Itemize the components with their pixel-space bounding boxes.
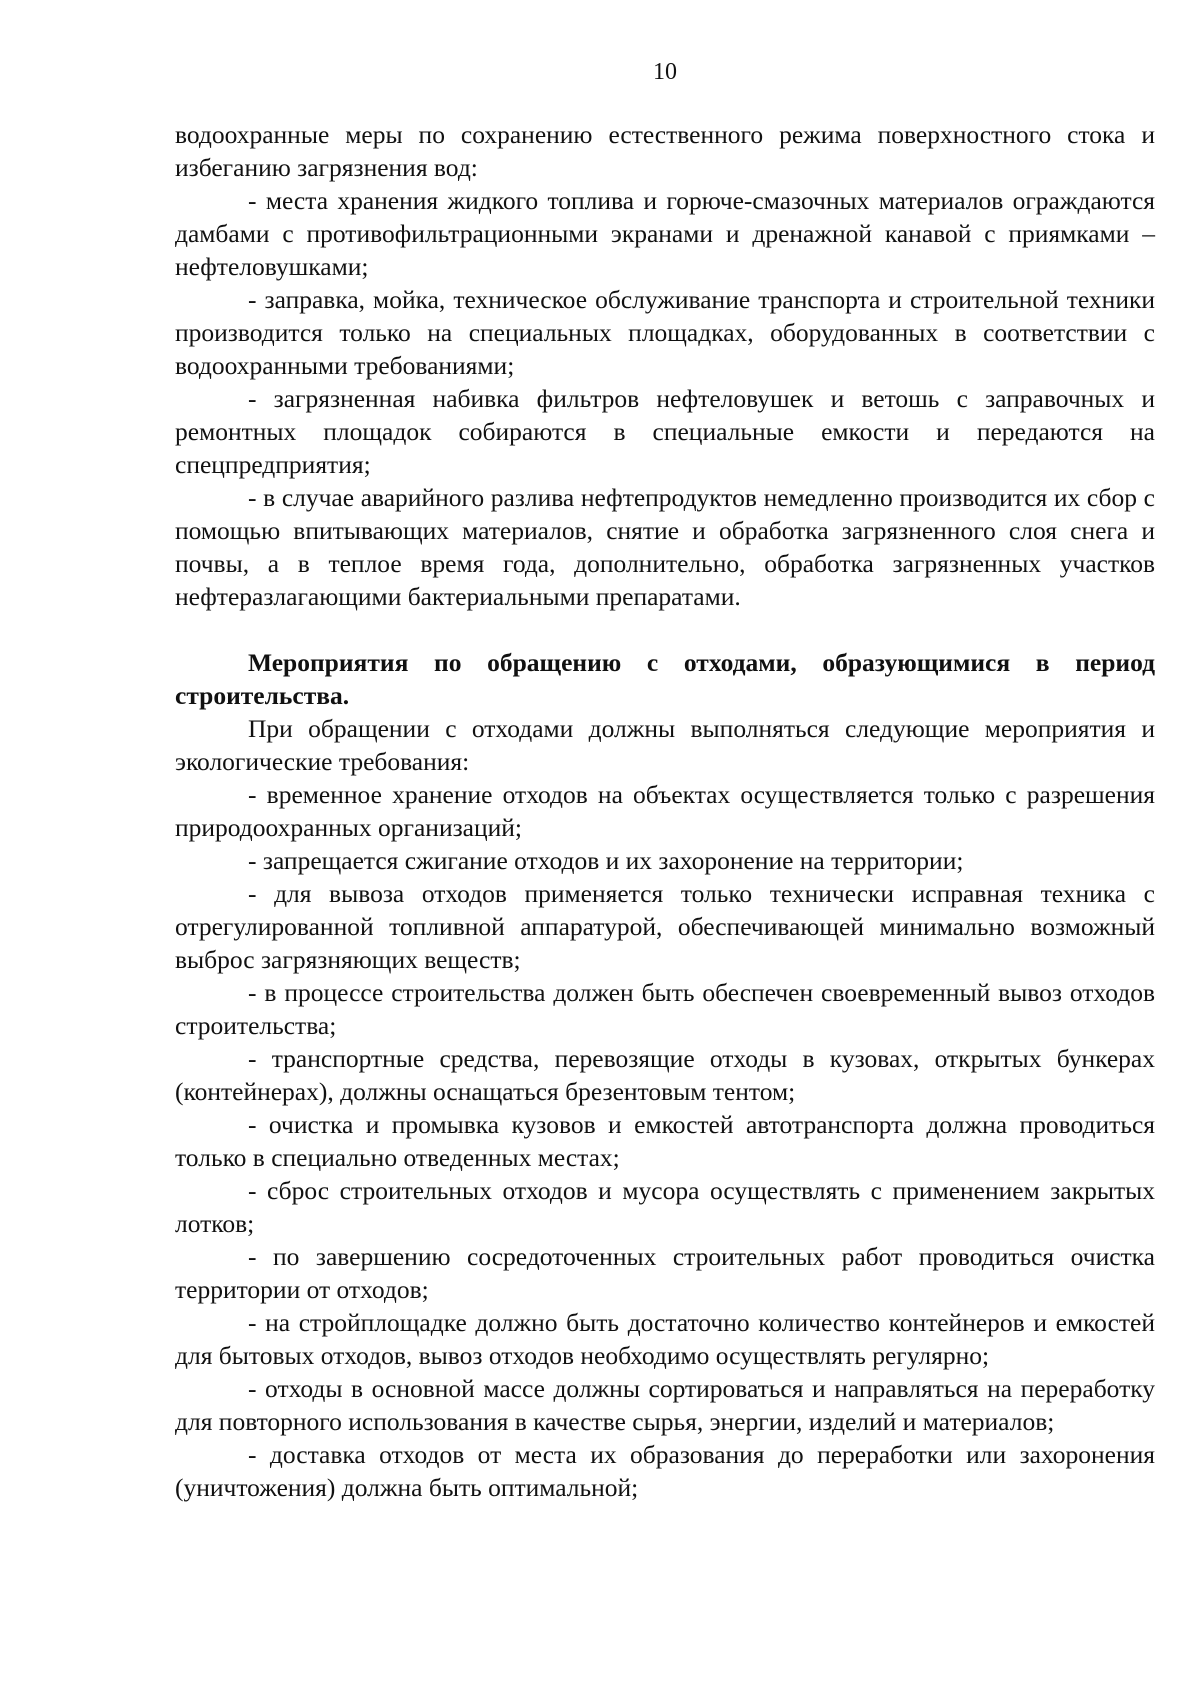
list-item: - доставка отходов от места их образования до переработки или захоронения (уничтожения) должна быть оптимальной; bbox=[175, 1440, 1155, 1502]
section-intro: При обращении с отходами должны выполняться следующие мероприятия и экологические требования: bbox=[175, 714, 1155, 776]
list-item: - транспортные средства, перевозящие отходы в кузовах, открытых бункерах (контейнерах), должны оснащаться брезентовым тентом; bbox=[175, 1044, 1155, 1106]
list-item-spill: - в случае аварийного разлива нефтепродуктов немедленно производится их сбор с помощью впитывающих материалов, снятие и обработка загрязненного слоя снега и почвы, а в теплое время года, дополнительно, обработка загрязненных участков нефтеразлагающими бактериальными препаратами. bbox=[175, 483, 1155, 611]
list-item: - сброс строительных отходов и мусора осуществлять с применением закрытых лотков; bbox=[175, 1176, 1155, 1238]
list-item: - для вывоза отходов применяется только технически исправная техника с отрегулированной топливной аппаратурой, обеспечивающей минимально возможный выброс загрязняющих веществ; bbox=[175, 879, 1155, 974]
page-number: 10 bbox=[653, 59, 677, 85]
list-item: - временное хранение отходов на объектах осуществляется только с разрешения природоохранных организаций; bbox=[175, 780, 1155, 842]
section-heading: Мероприятия по обращению с отходами, образующимися в период строительства. bbox=[175, 648, 1155, 710]
list-item-filters: - загрязненная набивка фильтров нефтеловушек и ветошь с заправочных и ремонтных площадок собираются в специальные емкости и передаются на спецпредприятия; bbox=[175, 384, 1155, 479]
document-body bbox=[175, 118, 1155, 1504]
paragraph-intro-continued: водоохранные меры по сохранению естественного режима поверхностного стока и избеганию загрязнения вод: bbox=[175, 120, 1155, 182]
list-item: - по завершению сосредоточенных строительных работ проводиться очистка территории от отходов; bbox=[175, 1242, 1155, 1304]
list-item: - запрещается сжигание отходов и их захоронение на территории; bbox=[248, 846, 964, 875]
list-item: - очистка и промывка кузовов и емкостей автотранспорта должна проводиться только в специально отведенных местах; bbox=[175, 1110, 1155, 1172]
list-item-fuel-storage: - места хранения жидкого топлива и горюче-смазочных материалов ограждаются дамбами с противофильтрационными экранами и дренажной канавой с приямками – нефтеловушками; bbox=[175, 186, 1155, 281]
list-item: - отходы в основной массе должны сортироваться и направляться на переработку для повторного использования в качестве сырья, энергии, изделий и материалов; bbox=[175, 1374, 1155, 1436]
list-item-refueling: - заправка, мойка, техническое обслуживание транспорта и строительной техники производится только на специальных площадках, оборудованных в соответствии с водоохранными требованиями; bbox=[175, 285, 1155, 380]
list-item: - в процессе строительства должен быть обеспечен своевременный вывоз отходов строительства; bbox=[175, 978, 1155, 1040]
list-item: - на стройплощадке должно быть достаточно количество контейнеров и емкостей для бытовых отходов, вывоз отходов необходимо осуществлять регулярно; bbox=[175, 1308, 1155, 1370]
